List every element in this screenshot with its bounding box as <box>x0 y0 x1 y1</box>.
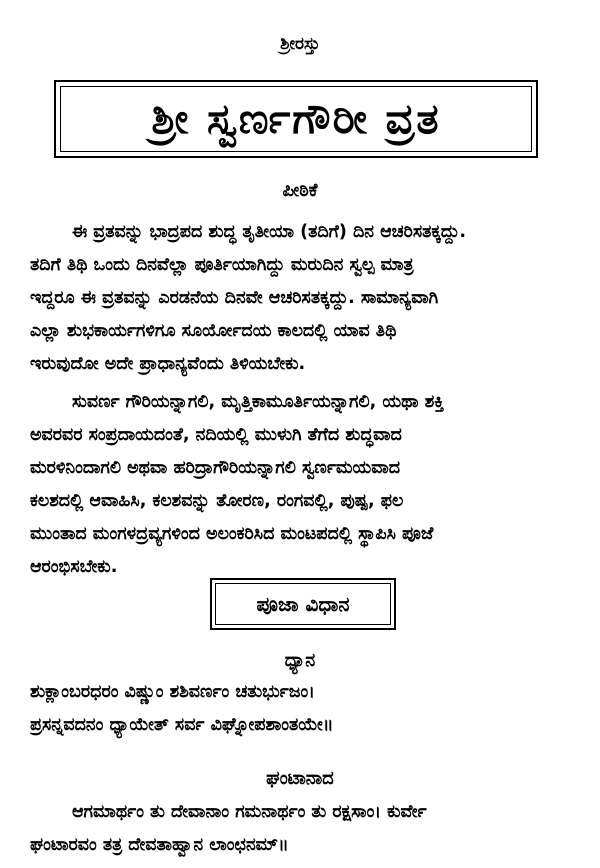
invocation-text: ಶ್ರೀರಸ್ತು <box>280 34 320 54</box>
paragraph-line: ಎಲ್ಲಾ ಶುಭಕಾರ್ಯಗಳಿಗೂ ಸೂರ್ಯೋದಯ ಕಾಲದಲ್ಲಿ ಯಾವ ತಿಥಿ <box>30 321 397 341</box>
paragraph-line: ಸುವರ್ಣ ಗೌರಿಯನ್ನಾಗಲಿ, ಮೃತ್ತಿಕಾಮೂರ್ತಿಯನ್ನಾಗಲಿ, ಯಥಾ ಶಕ್ತಿ <box>72 392 444 412</box>
intro-heading: ಪೀಠಿಕೆ <box>282 180 318 201</box>
page-title: ಶ್ರೀ ಸ್ವರ್ಣಗೌರೀ ವ್ರತ <box>60 86 532 152</box>
paragraph-line: ಅವರವರ ಸಂಪ್ರದಾಯದಂತೆ, ನದಿಯಲ್ಲಿ ಮುಳುಗಿ ತೆಗೆದ ಶುದ್ಧವಾದ <box>30 425 402 445</box>
paragraph-line: ಇರುವುದೋ ಅದೇ ಪ್ರಾಧಾನ್ಯವೆಂದು ತಿಳಿಯಬೇಕು. <box>30 354 306 374</box>
title-frame <box>54 80 538 158</box>
section-title-frame <box>210 578 396 630</box>
ghanta-verse <box>30 796 580 862</box>
dhyana-verse <box>30 676 580 742</box>
paragraph-line: ಮುಂತಾದ ಮಂಗಳದ್ರವ್ಯಗಳಿಂದ ಅಲಂಕರಿಸಿದ ಮಂಟಪದಲ್ಲಿ ಸ್ಥಾಪಿಸಿ ಪೂಜೆ <box>30 524 434 544</box>
intro-paragraph-2 <box>30 386 580 584</box>
verse-line: ಶುಕ್ಲಾಂಬರಧರಂ ವಿಷ್ಣುಂ ಶಶಿವರ್ಣಂ ಚತುರ್ಭುಜಂ। <box>30 682 315 702</box>
dhyana-heading: ಧ್ಯಾನ <box>284 650 316 671</box>
verse-line: ಪ್ರಸನ್ನವದನಂ ಧ್ಯಾಯೇತ್ ಸರ್ವ ವಿಘ್ನೋಪಶಾಂತಯೇ॥ <box>30 715 334 735</box>
paragraph-line: ಆರಂಭಿಸಬೇಕು. <box>30 557 118 577</box>
verse-line: ಆಗಮಾರ್ಥಂ ತು ದೇವಾನಾಂ ಗಮನಾರ್ಥಂ ತು ರಕ್ಷಸಾಂ। ಕುರ್ವೇ <box>72 802 427 822</box>
intro-paragraph-1 <box>30 216 580 381</box>
section-title: ಪೂಜಾ ವಿಧಾನ <box>215 583 391 625</box>
paragraph-line: ಇದ್ದರೂ ಈ ವ್ರತವನ್ನು ಎರಡನೆಯ ದಿನವೇ ಆಚರಿಸತಕ್ಕದ್ದು. ಸಾಮಾನ್ಯವಾಗಿ <box>30 288 439 308</box>
paragraph-line: ಕಲಶದಲ್ಲಿ ಆವಾಹಿಸಿ, ಕಲಶವನ್ನು ತೋರಣ, ರಂಗವಲ್ಲಿ, ಪುಷ್ಪ, ಫಲ <box>30 491 404 511</box>
paragraph-line: ಮರಳಿನಿಂದಾಗಲಿ ಅಥವಾ ಹರಿದ್ರಾಗೌರಿಯನ್ನಾಗಲಿ ಸ್ವರ್ಣಮಯವಾದ <box>30 458 401 478</box>
ghanta-heading: ಘಂಟಾನಾದ <box>266 768 334 789</box>
paragraph-line: ಈ ವ್ರತವನ್ನು ಭಾದ್ರಪದ ಶುದ್ಧ ತೃತೀಯಾ (ತದಿಗೆ) ದಿನ ಆಚರಿಸತಕ್ಕದ್ದು. <box>72 222 467 242</box>
verse-line: ಘಂಟಾರವಂ ತತ್ರ ದೇವತಾಹ್ವಾನ ಲಾಂಛನಮ್॥ <box>30 835 289 855</box>
paragraph-line: ತದಿಗೆ ತಿಥಿ ಒಂದು ದಿನವೆಲ್ಲಾ ಪೂರ್ತಿಯಾಗಿದ್ದು ಮರುದಿನ ಸ್ವಲ್ಪ ಮಾತ್ರ <box>30 255 414 275</box>
